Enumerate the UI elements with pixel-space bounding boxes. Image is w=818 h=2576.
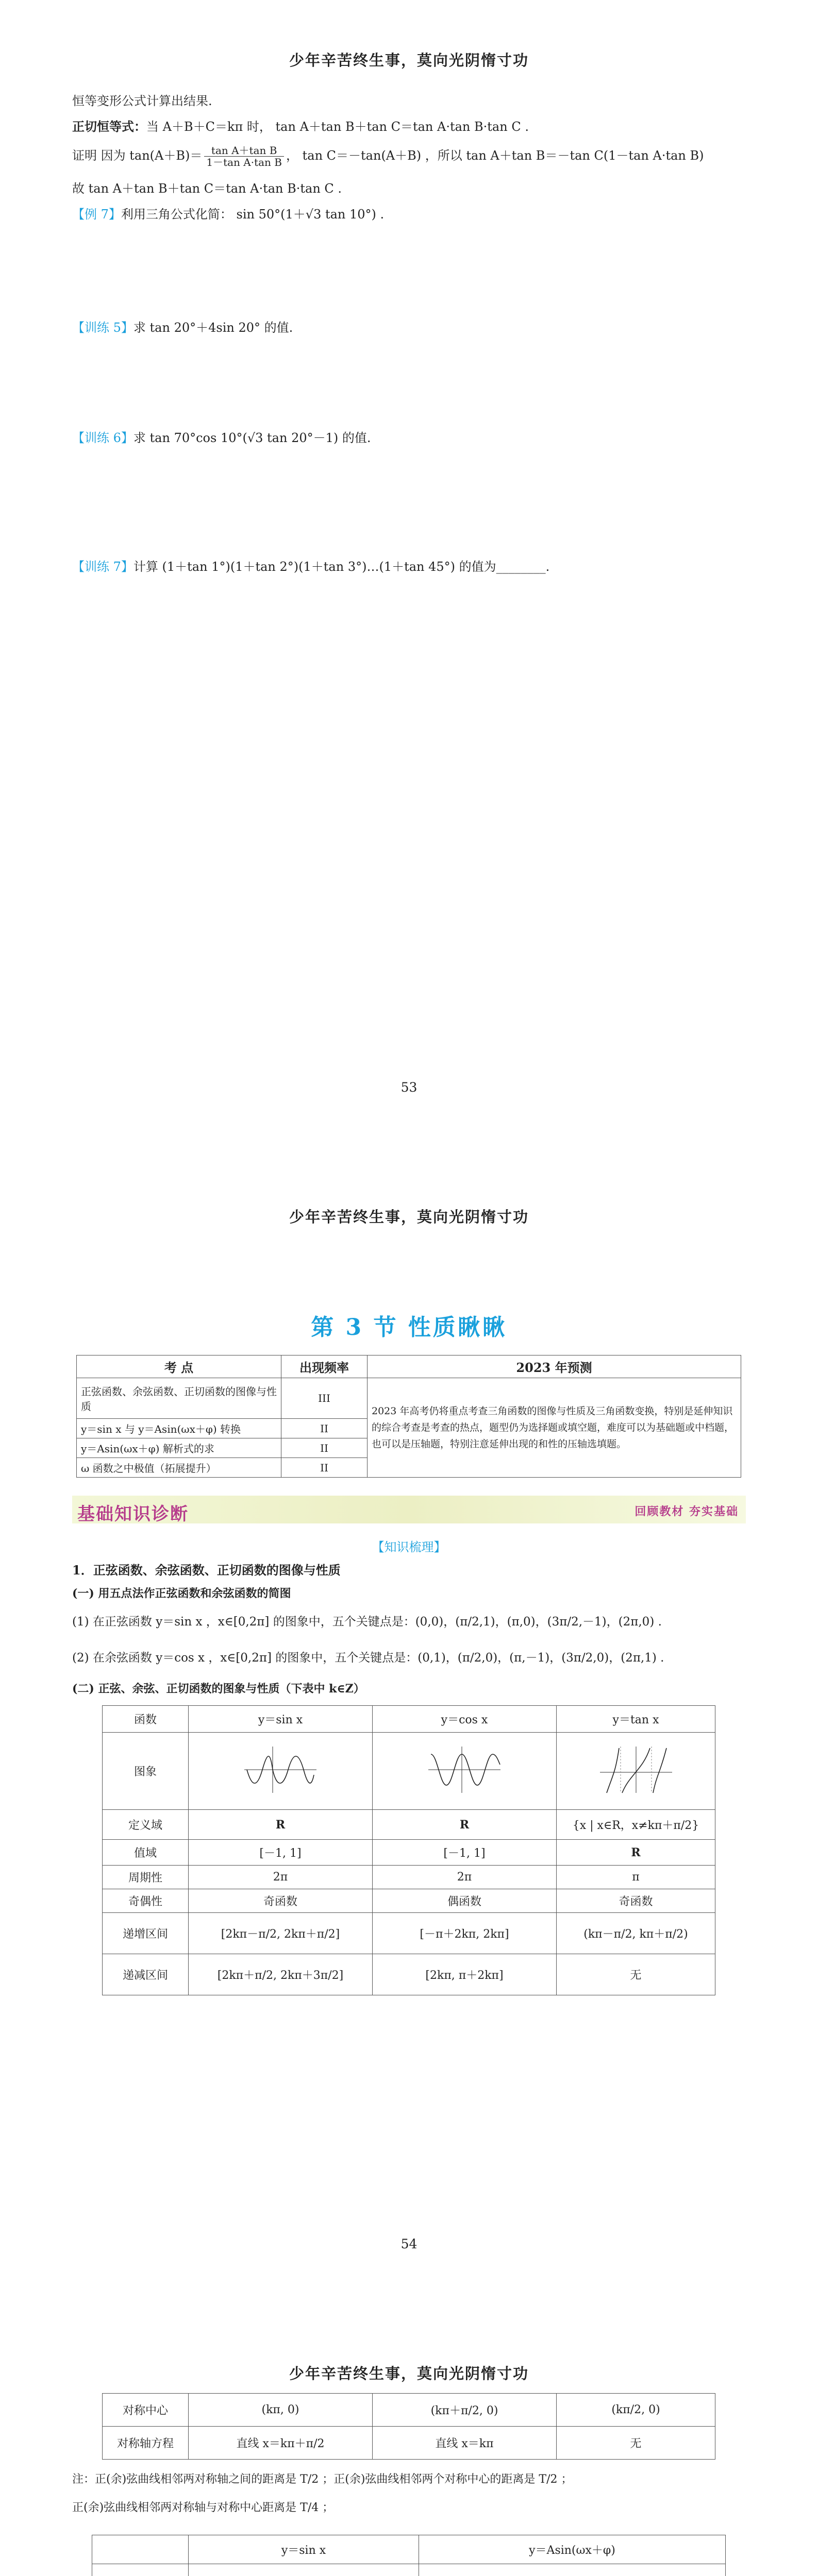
- conclusion-line: 故 tan A＋tan B＋tan C＝tan A·tan B·tan C .: [72, 181, 342, 196]
- page-55: [0, 2313, 818, 2576]
- training-5: [72, 318, 746, 337]
- cell: [2kπ－π/2, 2kπ＋π/2]: [189, 1913, 373, 1954]
- training-5-tag: 【训练 5】: [72, 320, 133, 335]
- table-header: y＝cos x: [373, 1706, 557, 1733]
- cell: [2kπ＋π/2, 2kπ＋3π/2]: [189, 1954, 373, 1995]
- table-header: y＝Asin(ωx＋φ): [419, 2535, 726, 2564]
- cell: 直线 x＝kπ＋π/2: [189, 2427, 373, 2460]
- row-label: 对称中心: [103, 2394, 189, 2427]
- row-label: 图象: [103, 1733, 189, 1810]
- knowledge-tag: 【知识梳理】: [372, 1540, 446, 1554]
- cell: (kπ＋π/2, 0): [373, 2394, 557, 2427]
- cosine-key-points: (2) 在余弦函数 y＝cos x ，x∈[0,2π] 的图象中，五个关键点是：(0,1)，(π/2,0)，(π,－1)，(3π/2,0)，(2π,1) .: [72, 1651, 664, 1665]
- proof-line: [72, 143, 746, 168]
- row-label: 递减区间: [103, 1954, 189, 1995]
- tangent-identity-text: 当 A＋B＋C＝kπ 时， tan A＋tan B＋tan C＝tan A·tan B·tan C .: [146, 120, 529, 134]
- page-54: [0, 1157, 818, 2313]
- cell: 奇函数: [557, 1889, 715, 1913]
- sine-graph-icon: [242, 1744, 319, 1795]
- cell: (kπ, 0): [189, 2394, 373, 2427]
- exam-frequency: II: [281, 1419, 368, 1438]
- proof-text-b: ， tan C＝－tan(A＋B) ，所以 tan A＋tan B＝－tan C(1－tan A·tan B): [286, 148, 704, 163]
- cell: 2π: [373, 1866, 557, 1889]
- page-header: 少年辛苦终生事，莫向光阴惰寸功: [289, 2365, 529, 2382]
- cell: [－1, 1]: [189, 1840, 373, 1866]
- tangent-graph-icon: [597, 1744, 675, 1795]
- section-banner: [72, 1496, 746, 1523]
- cell: 无: [557, 2427, 715, 2460]
- table-header: 函数: [103, 1706, 189, 1733]
- cell: 奇函数: [189, 1889, 373, 1913]
- exam-topic: y＝Asin(ωx＋φ) 解析式的求: [77, 1438, 281, 1458]
- training-7-text: 计算 (1＋tan 1°)(1＋tan 2°)(1＋tan 3°)…(1＋tan 45°) 的值为________.: [133, 560, 550, 574]
- row-label: [92, 2564, 189, 2576]
- exam-topic: y＝sin x 与 y＝Asin(ωx＋φ) 转换: [77, 1419, 281, 1438]
- cell: R: [189, 1810, 373, 1840]
- section-title: 第 3 节 性质瞅瞅: [311, 1314, 507, 1341]
- cell: [－1, 1]: [373, 1840, 557, 1866]
- proof-text-a: 证明 因为 tan(A＋B)＝: [72, 148, 203, 163]
- training-5-text: 求 tan 20°＋4sin 20° 的值.: [133, 320, 293, 335]
- cell: 2π: [189, 1866, 373, 1889]
- training-7: [72, 557, 746, 576]
- example-7-text: 利用三角公式化简： sin 50°(1＋√3 tan 10°) .: [121, 207, 385, 222]
- trig-properties-table: [102, 1705, 715, 1995]
- cell: [2kπ, π＋2kπ]: [373, 1954, 557, 1995]
- tangent-identity-line: [72, 117, 746, 136]
- proof-fraction: [204, 145, 284, 168]
- page-number: 54: [400, 2236, 418, 2251]
- cell: π: [557, 1866, 715, 1889]
- training-6: [72, 429, 746, 447]
- cell: {x | x∈R，x≠kπ＋π/2}: [557, 1810, 715, 1840]
- banner-title: 基础知识诊断: [77, 1504, 189, 1524]
- exam-topic: ω 函数之中极值（拓展提升）: [77, 1458, 281, 1478]
- banner-subtitle: 回顾教材 夯实基础: [635, 1505, 739, 1518]
- exam-prediction: 2023 年高考仍将重点考查三角函数的图像与性质及三角函数变换，特别是延伸知识的综合考查是考查的热点，题型仍为选择题或填空题，难度可以为基础题或中档题，也可以是压轴题，特别注意延伸出现的和性的压轴选填题。: [368, 1378, 741, 1478]
- table-header: [92, 2535, 189, 2564]
- row-label: 对称轴方程: [103, 2427, 189, 2460]
- example-7: [72, 205, 746, 224]
- cell: 无: [557, 1954, 715, 1995]
- table-header: y＝sin x: [189, 2535, 419, 2564]
- cell: [189, 2564, 419, 2576]
- cell: [419, 2564, 726, 2576]
- row-label: 周期性: [103, 1866, 189, 1889]
- page-header: 少年辛苦终生事，莫向光阴惰寸功: [289, 52, 529, 69]
- tangent-graph: [557, 1733, 715, 1810]
- row-label: 定义域: [103, 1810, 189, 1840]
- training-7-tag: 【训练 7】: [72, 560, 133, 574]
- note-line: 正(余)弦曲线相邻两对称轴与对称中心距离是 T/4 ；: [72, 2501, 334, 2514]
- exam-header-topic: 考 点: [77, 1355, 281, 1378]
- exam-frequency: II: [281, 1438, 368, 1458]
- page-header: 少年辛苦终生事，莫向光阴惰寸功: [289, 1208, 529, 1226]
- cell: R: [557, 1840, 715, 1866]
- comparison-table: [92, 2535, 726, 2576]
- cosine-graph: [373, 1733, 557, 1810]
- exam-frequency: III: [281, 1378, 368, 1419]
- cell: [－π＋2kπ, 2kπ]: [373, 1913, 557, 1954]
- cell: R: [373, 1810, 557, 1840]
- cell: 直线 x＝kπ: [373, 2427, 557, 2460]
- row-label: 值域: [103, 1840, 189, 1866]
- training-6-tag: 【训练 6】: [72, 431, 133, 445]
- tangent-identity-label: 正切恒等式：: [72, 119, 146, 134]
- cell: (kπ－π/2, kπ＋π/2): [557, 1913, 715, 1954]
- row-label: 递增区间: [103, 1913, 189, 1954]
- fraction-numerator: tan A＋tan B: [204, 145, 284, 157]
- symmetry-table: [102, 2393, 715, 2460]
- exam-frequency: II: [281, 1458, 368, 1478]
- table-header: y＝tan x: [557, 1706, 715, 1733]
- cell: (kπ/2, 0): [557, 2394, 715, 2427]
- sine-key-points: (1) 在正弦函数 y＝sin x ，x∈[0,2π] 的图象中，五个关键点是：(0,0)，(π/2,1)，(π,0)，(3π/2,－1)，(2π,0) .: [72, 1615, 662, 1629]
- exam-header-frequency: 出现频率: [281, 1355, 368, 1378]
- exam-table: [76, 1355, 741, 1478]
- table-header: y＝sin x: [189, 1706, 373, 1733]
- sine-graph: [189, 1733, 373, 1810]
- subsection-heading: (一) 用五点法作正弦函数和余弦函数的简图: [72, 1587, 291, 1600]
- page-number: 53: [400, 1080, 418, 1095]
- example-7-tag: 【例 7】: [72, 207, 121, 222]
- row-label: 奇偶性: [103, 1889, 189, 1913]
- text-line: 恒等变形公式计算出结果.: [72, 94, 212, 108]
- exam-topic: 正弦函数、余弦函数、正切函数的图像与性质: [77, 1378, 281, 1419]
- note-line: 注：正(余)弦曲线相邻两对称轴之间的距离是 T/2 ；正(余)弦曲线相邻两个对称中心的距离是 T/2 ；: [72, 2473, 573, 2486]
- page-53: [0, 0, 818, 1157]
- cell: 偶函数: [373, 1889, 557, 1913]
- subsection-heading: (二) 正弦、余弦、正切函数的图象与性质（下表中 k∈Z）: [72, 1682, 365, 1696]
- training-6-text: 求 tan 70°cos 10°(√3 tan 20°－1) 的值.: [133, 431, 371, 445]
- subsection-heading: 1．正弦函数、余弦函数、正切函数的图像与性质: [72, 1563, 341, 1578]
- fraction-denominator: 1－tan A·tan B: [206, 156, 282, 168]
- exam-header-prediction: 2023 年预测: [368, 1355, 741, 1378]
- cosine-graph-icon: [426, 1744, 503, 1795]
